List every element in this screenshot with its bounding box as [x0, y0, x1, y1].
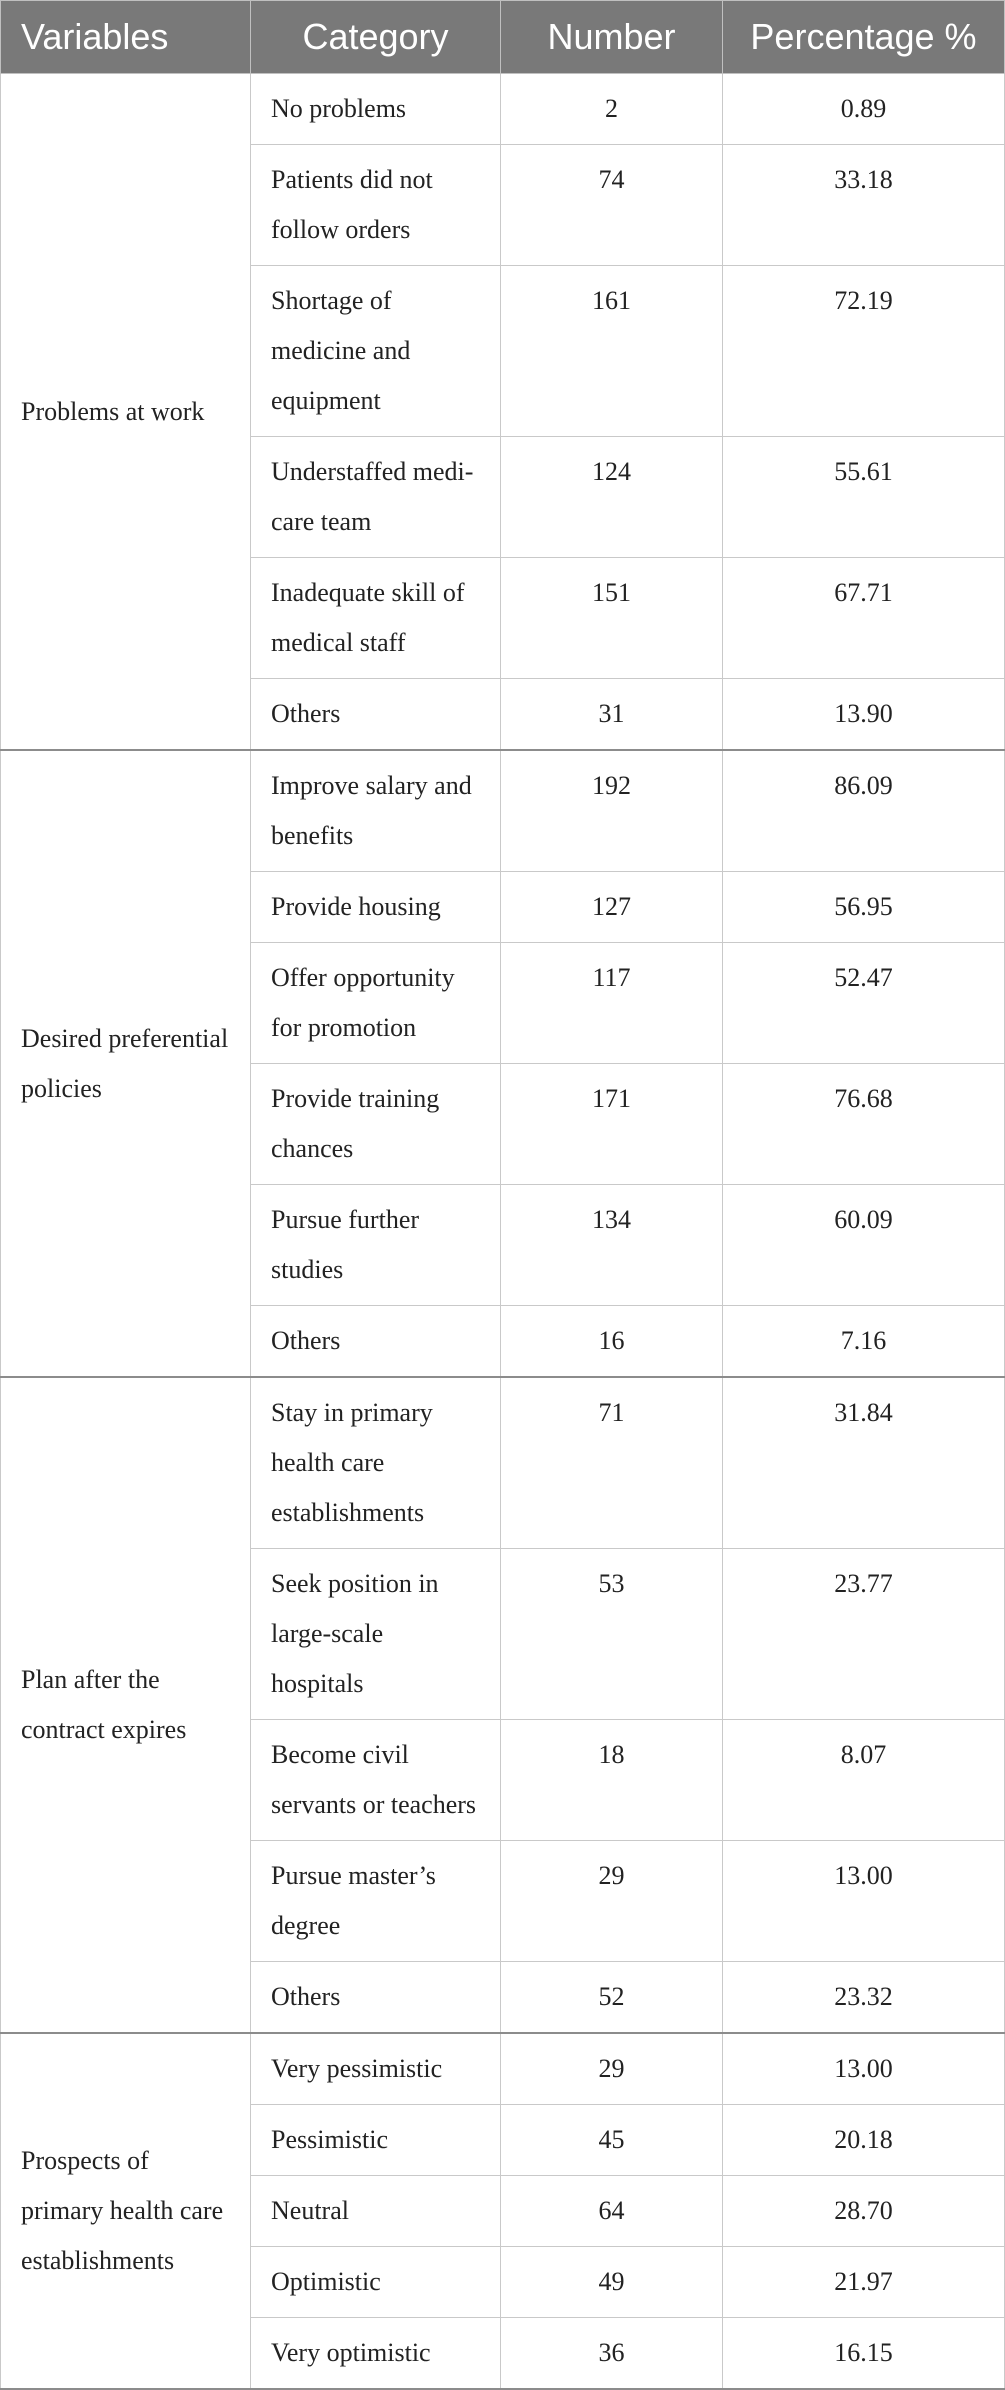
- category-cell: Provide training chances: [251, 1064, 501, 1185]
- percentage-cell: 20.18: [723, 2105, 1005, 2176]
- category-cell: Inadequate skill of medical staff: [251, 558, 501, 679]
- percentage-cell: 28.70: [723, 2176, 1005, 2247]
- table-body: [1, 74, 1005, 2390]
- table-row: [1, 1377, 1005, 1549]
- category-cell: Neutral: [251, 2176, 501, 2247]
- number-cell: 171: [501, 1064, 723, 1185]
- percentage-cell: 67.71: [723, 558, 1005, 679]
- percentage-cell: 7.16: [723, 1306, 1005, 1378]
- number-cell: 161: [501, 266, 723, 437]
- category-cell: Pursue further studies: [251, 1185, 501, 1306]
- number-cell: 74: [501, 145, 723, 266]
- number-cell: 151: [501, 558, 723, 679]
- category-cell: Others: [251, 679, 501, 751]
- header-row: [1, 1, 1005, 74]
- number-cell: 64: [501, 2176, 723, 2247]
- number-cell: 29: [501, 2033, 723, 2105]
- category-cell: Stay in primary health care establishments: [251, 1377, 501, 1549]
- number-cell: 29: [501, 1841, 723, 1962]
- category-cell: Shortage of medicine and equipment: [251, 266, 501, 437]
- header-percentage: Percentage %: [723, 1, 1005, 74]
- category-cell: Patients did not follow orders: [251, 145, 501, 266]
- number-cell: 18: [501, 1720, 723, 1841]
- percentage-cell: 13.90: [723, 679, 1005, 751]
- table-row: [1, 2033, 1005, 2105]
- percentage-cell: 86.09: [723, 750, 1005, 872]
- percentage-cell: 56.95: [723, 872, 1005, 943]
- category-cell: Provide housing: [251, 872, 501, 943]
- percentage-cell: 72.19: [723, 266, 1005, 437]
- category-cell: Others: [251, 1306, 501, 1378]
- category-cell: Understaffed medi-care team: [251, 437, 501, 558]
- number-cell: 53: [501, 1549, 723, 1720]
- number-cell: 52: [501, 1962, 723, 2034]
- percentage-cell: 33.18: [723, 145, 1005, 266]
- number-cell: 31: [501, 679, 723, 751]
- number-cell: 192: [501, 750, 723, 872]
- percentage-cell: 52.47: [723, 943, 1005, 1064]
- number-cell: 124: [501, 437, 723, 558]
- category-cell: Very optimistic: [251, 2318, 501, 2390]
- percentage-cell: 55.61: [723, 437, 1005, 558]
- number-cell: 127: [501, 872, 723, 943]
- percentage-cell: 23.32: [723, 1962, 1005, 2034]
- category-cell: Seek position in large-scale hospitals: [251, 1549, 501, 1720]
- percentage-cell: 13.00: [723, 2033, 1005, 2105]
- category-cell: Become civil servants or teachers: [251, 1720, 501, 1841]
- variable-cell: Problems at work: [1, 74, 251, 751]
- percentage-cell: 0.89: [723, 74, 1005, 145]
- number-cell: 49: [501, 2247, 723, 2318]
- category-cell: Pessimistic: [251, 2105, 501, 2176]
- table-header: [1, 1, 1005, 74]
- number-cell: 134: [501, 1185, 723, 1306]
- percentage-cell: 16.15: [723, 2318, 1005, 2390]
- percentage-cell: 13.00: [723, 1841, 1005, 1962]
- number-cell: 117: [501, 943, 723, 1064]
- percentage-cell: 31.84: [723, 1377, 1005, 1549]
- category-cell: Optimistic: [251, 2247, 501, 2318]
- category-cell: Very pessimistic: [251, 2033, 501, 2105]
- category-cell: No problems: [251, 74, 501, 145]
- number-cell: 71: [501, 1377, 723, 1549]
- category-cell: Pursue master’s degree: [251, 1841, 501, 1962]
- variable-cell: Desired preferential policies: [1, 750, 251, 1377]
- number-cell: 45: [501, 2105, 723, 2176]
- variable-cell: Prospects of primary health care establishments: [1, 2033, 251, 2389]
- category-cell: Others: [251, 1962, 501, 2034]
- percentage-cell: 21.97: [723, 2247, 1005, 2318]
- header-variables: Variables: [1, 1, 251, 74]
- category-cell: Improve salary and benefits: [251, 750, 501, 872]
- number-cell: 36: [501, 2318, 723, 2390]
- number-cell: 16: [501, 1306, 723, 1378]
- number-cell: 2: [501, 74, 723, 145]
- percentage-cell: 76.68: [723, 1064, 1005, 1185]
- table-row: [1, 74, 1005, 145]
- header-category: Category: [251, 1, 501, 74]
- percentage-cell: 8.07: [723, 1720, 1005, 1841]
- variable-cell: Plan after the contract expires: [1, 1377, 251, 2033]
- percentage-cell: 23.77: [723, 1549, 1005, 1720]
- table-row: [1, 750, 1005, 872]
- percentage-cell: 60.09: [723, 1185, 1005, 1306]
- header-number: Number: [501, 1, 723, 74]
- category-cell: Offer opportunity for promotion: [251, 943, 501, 1064]
